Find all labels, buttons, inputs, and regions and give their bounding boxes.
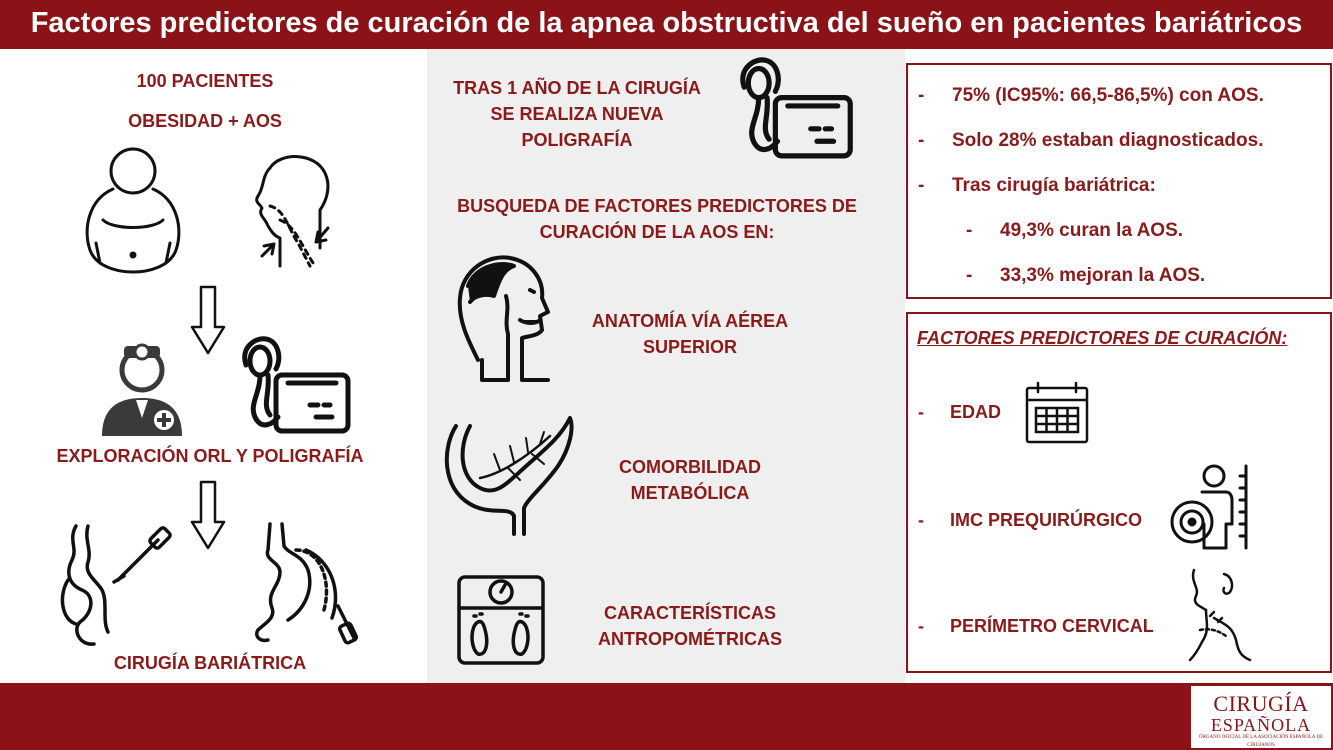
obese-person-icon [78, 145, 188, 275]
follow-up-label: TRAS 1 AÑO DE LA CIRUGÍA SE REALIZA NUEVA POLIGRAFÍA [453, 78, 701, 150]
bathroom-scale-icon [456, 574, 546, 666]
pancreas-icon [440, 408, 576, 536]
footer-bar [0, 683, 1333, 750]
result-improved: - 33,3% mejoran la AOS. [966, 265, 1206, 286]
neck-profile-icon [1184, 566, 1254, 662]
cpap-machine-icon [728, 56, 856, 160]
airway-profile-icon [240, 148, 340, 270]
metabolic-comorbidity-label: COMORBILIDAD METABÓLICA [619, 457, 761, 503]
gastric-bypass-icon [58, 520, 178, 650]
cpap-machine-icon [232, 335, 352, 435]
sleeve-gastrectomy-icon [250, 520, 360, 645]
factor-bmi: - IMC PREQUIRÚRGICO [918, 510, 1143, 530]
bariatric-surgery-label: CIRUGÍA BARIÁTRICA [113, 653, 307, 673]
predictors-title: FACTORES PREDICTORES DE CURACIÓN: [917, 328, 1288, 348]
condition-label: OBESIDAD + AOS [128, 111, 282, 131]
result-prevalence: - 75% (IC95%: 66,5-86,5%) con AOS. [918, 85, 1264, 106]
page-title: Factores predictores de curación de la apnea obstructiva del sueño en pacientes bariátricos [0, 0, 1333, 49]
factor-neck-circumference: - PERÍMETRO CERVICAL [918, 616, 1154, 636]
down-arrow-icon [190, 480, 226, 550]
result-after-surgery: - Tras cirugía bariátrica: [918, 175, 1156, 196]
anthropometric-label: CARACTERÍSTICAS ANTROPOMÉTRICAS [598, 603, 782, 649]
logo-line-2: ESPAÑOLA [1210, 715, 1312, 735]
result-diagnosed: - Solo 28% estaban diagnosticados. [918, 130, 1264, 151]
logo-line-1: CIRUGÍA [1213, 691, 1309, 716]
head-airway-icon [448, 250, 552, 384]
calendar-icon [1024, 380, 1090, 444]
exploration-label: EXPLORACIÓN ORL Y POLIGRAFÍA [56, 446, 364, 466]
journal-logo [1191, 686, 1331, 748]
factor-age: - EDAD [918, 402, 1002, 422]
result-cured: - 49,3% curan la AOS. [966, 220, 1184, 241]
search-label: BUSQUEDA DE FACTORES PREDICTORES DE CURACIÓN DE LA AOS EN: [457, 196, 857, 242]
doctor-icon [96, 340, 188, 438]
patients-count: 100 PACIENTES [136, 71, 274, 91]
logo-line-3: ÓRGANO OFICIAL DE LA ASOCIACIÓN ESPAÑOLA DE CIRUJANOS [1198, 735, 1324, 748]
down-arrow-icon [190, 285, 226, 355]
airway-anatomy-label: ANATOMÍA VÍA AÉREA SUPERIOR [591, 311, 789, 357]
weight-measurement-icon [1168, 462, 1254, 550]
